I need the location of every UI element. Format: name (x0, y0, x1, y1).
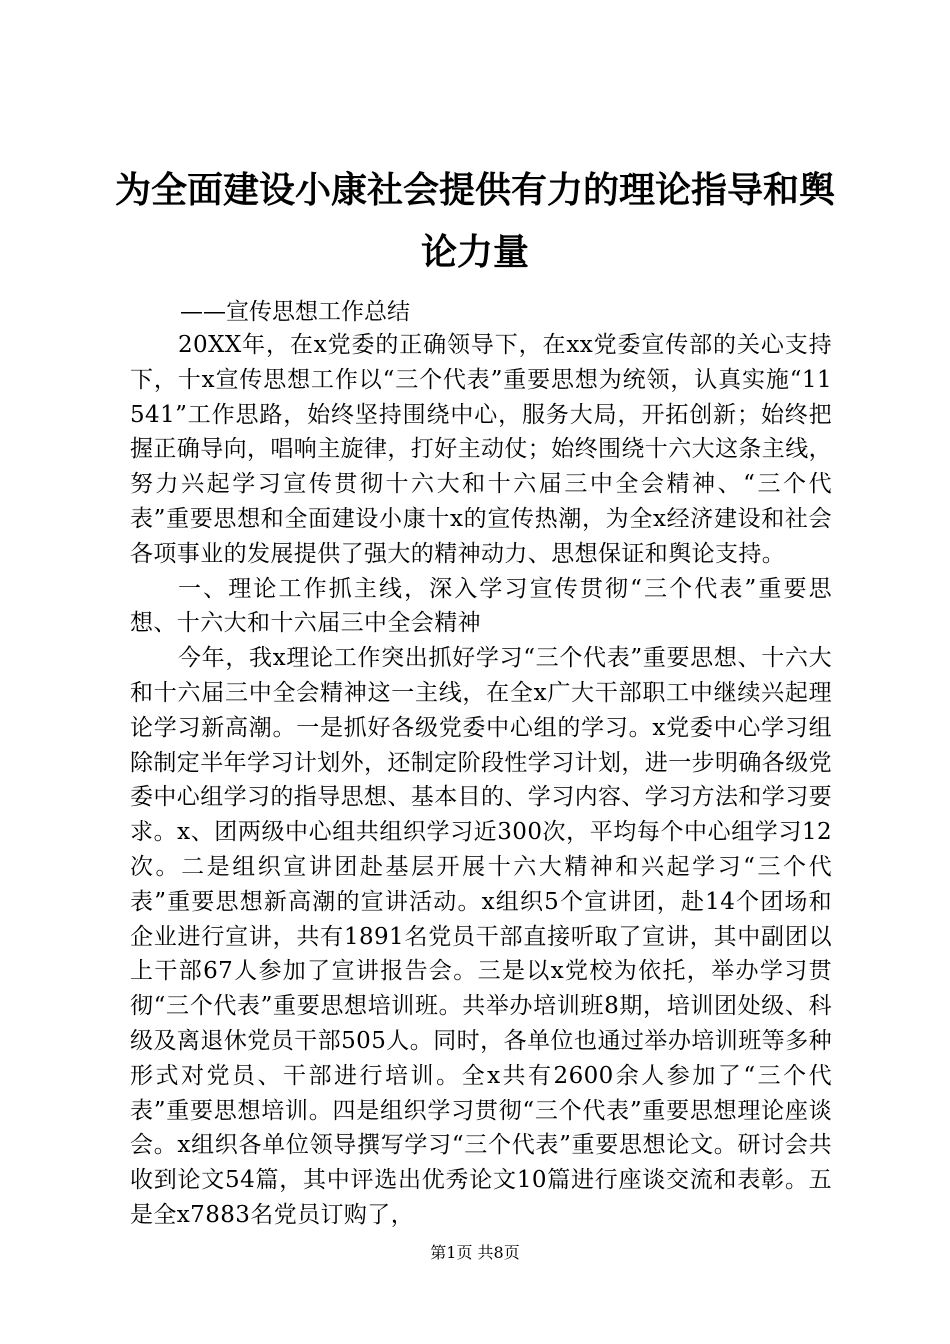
paragraph-intro: 20XX年，在x党委的正确领导下，在xx党委宣传部的关心支持下，十x宣传思想工作以“三个代表”重要思想为统领，认真实施“11541”工作思路，始终坚持围绕中心，服务大局，开拓创新；始终把握正确导向，唱响主旋律，打好主动仗；始终围绕十六大这条主线，努力兴起学习宣传贯彻十六大和十六届三中全会精神、“三个代表”重要思想和全面建设小康十x的宣传热潮，为全x经济建设和社会各项事业的发展提供了强大的精神动力、思想保证和舆论支持。 (130, 332, 832, 567)
paragraph-theory-work: 今年，我x理论工作突出抓好学习“三个代表”重要思想、十六大和十六届三中全会精神这一主线，在全x广大干部职工中继续兴起理论学习新高潮。一是抓好各级党委中心组的学习。x党委中心学习组除制定半年学习计划外，还制定阶段性学习计划，进一步明确各级党委中心组学习的指导思想、基本目的、学习内容、学习方法和学习要求。x、团两级中心组共组织学习近300次，平均每个中心组学习12次。二是组织宣讲团赴基层开展十六大精神和兴起学习“三个代表”重要思想新高潮的宣讲活动。x组织5个宣讲团，赴14个团场和企业进行宣讲，共有1891名党员干部直接听取了宣讲，其中副团以上干部67人参加了宣讲报告会。三是以x党校为依托，举办学习贯彻“三个代表”重要思想培训班。共举办培训班8期，培训团处级、科级及离退休党员干部505人。同时，各单位也通过举办培训班等多种形式对党员、干部进行培训。全x共有2600余人参加了“三个代表”重要思想培训。四是组织学习贯彻“三个代表”重要思想理论座谈会。x组织各单位领导撰写学习“三个代表”重要思想论文。研讨会共收到论文54篇，其中评选出优秀论文10篇进行座谈交流和表彰。五是全x7883名党员订购了， (130, 645, 832, 1228)
document-subtitle: ——宣传思想工作总结 (180, 299, 410, 325)
document-title: 为全面建设小康社会提供有力的理论指导和舆论力量 (114, 170, 835, 273)
section-heading-1: 一、理论工作抓主线，深入学习宣传贯彻“三个代表”重要思想、十六大和十六届三中全会精神 (130, 575, 832, 637)
document-body (130, 328, 832, 1233)
page-footer: 第1页 共8页 (430, 1243, 520, 1262)
